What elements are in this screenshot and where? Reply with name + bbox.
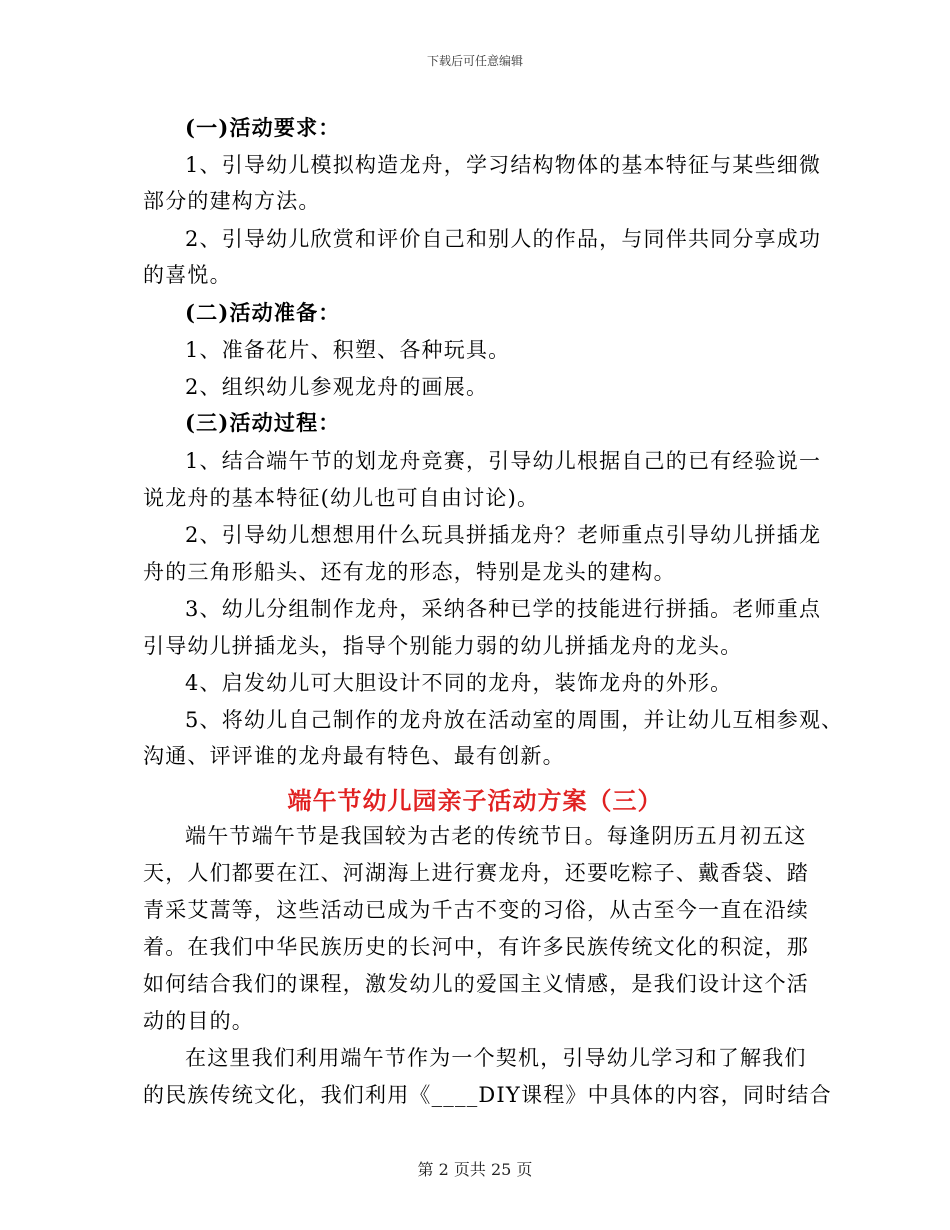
- section-heading-process: (三)活动过程：: [185, 410, 341, 435]
- paragraph-line: 天，人们都要在江、河湖海上进行赛龙舟，还要吃粽子、戴香袋、踏: [143, 861, 809, 885]
- body-line: 1、准备花片、积塑、各种玩具。: [185, 338, 511, 362]
- paragraph-line: 端午节端午节是我国较为古老的传统节日。每逢阴历五月初五这: [185, 824, 807, 848]
- body-line: 5、将幼儿自己制作的龙舟放在活动室的周围，并让幼儿互相参观、: [185, 708, 844, 732]
- paragraph-line: 动的目的。: [143, 1009, 254, 1033]
- page-header: 下载后可任意编辑: [426, 54, 523, 68]
- body-line: 2、引导幼儿想想用什么玩具拼插龙舟？老师重点引导幼儿拼插龙: [185, 523, 822, 547]
- paragraph-line: 着。在我们中华民族历史的长河中，有许多民族传统文化的积淀，那: [143, 935, 809, 959]
- section-title: 端午节幼儿园亲子活动方案（三）: [287, 787, 663, 815]
- section-heading-requirements: (一)活动要求：: [185, 115, 341, 140]
- body-line: 1、引导幼儿模拟构造龙舟，学习结构物体的基本特征与某些细微: [185, 153, 822, 177]
- body-line: 4、启发幼儿可大胆设计不同的龙舟，装饰龙舟的外形。: [185, 671, 733, 695]
- paragraph-line: 青采艾蒿等，这些活动已成为千古不变的习俗，从古至今一直在沿续: [143, 898, 809, 922]
- section-heading-preparation: (二)活动准备：: [185, 300, 341, 325]
- body-line: 沟通、评评谁的龙舟最有特色、最有创新。: [143, 744, 565, 768]
- paragraph-line: 在这里我们利用端午节作为一个契机，引导幼儿学习和了解我们: [185, 1046, 807, 1070]
- body-line: 引导幼儿拼插龙头，指导个别能力弱的幼儿拼插龙舟的龙头。: [143, 634, 743, 658]
- body-line: 部分的建构方法。: [143, 189, 321, 213]
- body-line: 1、结合端午节的划龙舟竞赛，引导幼儿根据自己的已有经验说一: [185, 449, 822, 473]
- paragraph-line: 的民族传统文化，我们利用《____DIY课程》中具体的内容，同时结合: [143, 1083, 832, 1107]
- body-line: 的喜悦。: [143, 263, 232, 287]
- body-line: 3、幼儿分组制作龙舟，采纳各种已学的技能进行拼插。老师重点: [185, 597, 822, 621]
- body-line: 2、组织幼儿参观龙舟的画展。: [185, 375, 489, 399]
- body-line: 说龙舟的基本特征(幼儿也可自由讨论)。: [143, 486, 540, 510]
- body-line: 舟的三角形船头、还有龙的形态，特别是龙头的建构。: [143, 560, 676, 584]
- body-line: 2、引导幼儿欣赏和评价自己和别人的作品，与同伴共同分享成功: [185, 227, 822, 251]
- page-footer: 第 2 页共 25 页: [417, 1160, 533, 1179]
- paragraph-line: 如何结合我们的课程，激发幼儿的爱国主义情感，是我们设计这个活: [143, 972, 809, 996]
